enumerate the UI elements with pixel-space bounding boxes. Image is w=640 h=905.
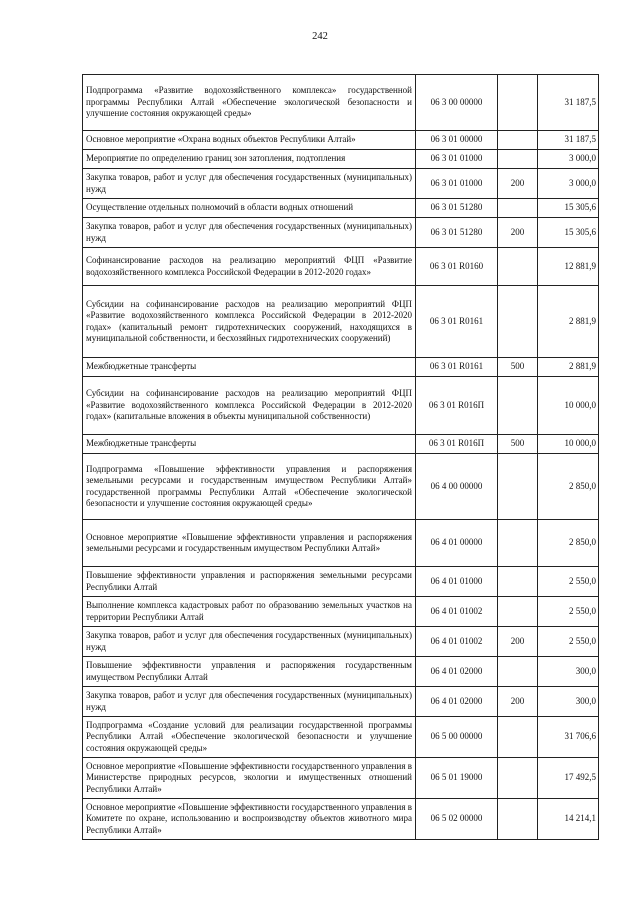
table-row [83, 358, 599, 377]
row-code: 06 4 01 00000 [416, 520, 498, 567]
table-row [83, 597, 599, 627]
row-amount: 3 000,0 [538, 150, 599, 169]
row-description: Софинансирование расходов на реализацию мероприятий ФЦП «Развитие водохозяйственного комплекса Российской Федерации в 2012-2020 годах» [83, 248, 416, 286]
row-expense-type [498, 717, 538, 758]
row-code: 06 3 01 R016П [416, 377, 498, 435]
table-row [83, 717, 599, 758]
row-expense-type [498, 377, 538, 435]
table-row [83, 454, 599, 520]
row-amount: 31 187,5 [538, 75, 599, 131]
row-description: Основное мероприятие «Повышение эффективности управления и распоряжения земельными ресурсами и государственным имуществом Республики Алтай» [83, 520, 416, 567]
row-expense-type [498, 199, 538, 218]
row-expense-type: 500 [498, 435, 538, 454]
row-description: Межбюджетные трансферты [83, 358, 416, 377]
row-code: 06 3 01 00000 [416, 131, 498, 150]
table-row [83, 627, 599, 657]
table-row [83, 75, 599, 131]
table-row [83, 169, 599, 199]
row-expense-type [498, 286, 538, 358]
row-expense-type [498, 758, 538, 799]
row-expense-type [498, 597, 538, 627]
row-description: Повышение эффективности управления и распоряжения государственным имуществом Республики Алтай [83, 657, 416, 687]
row-expense-type: 200 [498, 169, 538, 199]
row-expense-type [498, 454, 538, 520]
row-description: Субсидии на софинансирование расходов на реализацию мероприятий ФЦП «Развитие водохозяйственного комплекса Российской Федерации в 2012-2020 годах» (капитальные вложения в объекты муниципальной собственности) [83, 377, 416, 435]
table-row [83, 286, 599, 358]
row-expense-type [498, 75, 538, 131]
table-row [83, 758, 599, 799]
row-code: 06 5 00 00000 [416, 717, 498, 758]
row-amount: 17 492,5 [538, 758, 599, 799]
row-amount: 2 550,0 [538, 597, 599, 627]
row-description: Подпрограмма «Повышение эффективности управления и распоряжения земельными ресурсами и государственным имуществом Республики Алтай» государственной программы Республики Алтай «Обеспечение экологической безопасности и улучшение состояния окружающей среды» [83, 454, 416, 520]
row-amount: 2 850,0 [538, 454, 599, 520]
row-code: 06 3 00 00000 [416, 75, 498, 131]
row-code: 06 3 01 R016П [416, 435, 498, 454]
table-row [83, 435, 599, 454]
row-expense-type: 200 [498, 627, 538, 657]
row-expense-type [498, 567, 538, 597]
row-code: 06 4 01 02000 [416, 657, 498, 687]
table-row [83, 657, 599, 687]
row-code: 06 4 01 01002 [416, 627, 498, 657]
row-amount: 31 187,5 [538, 131, 599, 150]
row-amount: 300,0 [538, 687, 599, 717]
row-amount: 2 881,9 [538, 286, 599, 358]
row-expense-type [498, 150, 538, 169]
table-row [83, 567, 599, 597]
row-amount: 12 881,9 [538, 248, 599, 286]
row-code: 06 5 02 00000 [416, 799, 498, 840]
row-code: 06 3 01 01000 [416, 169, 498, 199]
row-description: Подпрограмма «Создание условий для реализации государственной программы Республики Алтай «Обеспечение экологической безопасности и улучшение состояния окружающей среды» [83, 717, 416, 758]
page-number: 242 [312, 31, 328, 42]
row-code: 06 3 01 R0161 [416, 358, 498, 377]
row-expense-type [498, 520, 538, 567]
table-row [83, 687, 599, 717]
row-code: 06 3 01 R0161 [416, 286, 498, 358]
row-code: 06 3 01 R0160 [416, 248, 498, 286]
row-expense-type [498, 248, 538, 286]
row-amount: 300,0 [538, 657, 599, 687]
row-amount: 14 214,1 [538, 799, 599, 840]
row-expense-type: 500 [498, 358, 538, 377]
table-body [83, 75, 599, 840]
row-description: Основное мероприятие «Повышение эффективности государственного управления в Комитете по охране, использованию и воспроизводству объектов животного мира Республики Алтай» [83, 799, 416, 840]
row-expense-type: 200 [498, 687, 538, 717]
row-code: 06 5 01 19000 [416, 758, 498, 799]
row-description: Основное мероприятие «Охрана водных объектов Республики Алтай» [83, 131, 416, 150]
row-amount: 15 305,6 [538, 218, 599, 248]
row-expense-type [498, 799, 538, 840]
row-code: 06 3 01 01000 [416, 150, 498, 169]
row-description: Выполнение комплекса кадастровых работ по образованию земельных участков на территории Республики Алтай [83, 597, 416, 627]
row-amount: 31 706,6 [538, 717, 599, 758]
row-description: Осуществление отдельных полномочий в области водных отношений [83, 199, 416, 218]
row-description: Повышение эффективности управления и распоряжения земельными ресурсами Республики Алтай [83, 567, 416, 597]
row-amount: 2 881,9 [538, 358, 599, 377]
row-amount: 3 000,0 [538, 169, 599, 199]
row-code: 06 3 01 51280 [416, 218, 498, 248]
budget-table [82, 74, 599, 840]
row-description: Мероприятие по определению границ зон затопления, подтопления [83, 150, 416, 169]
row-expense-type [498, 131, 538, 150]
row-description: Субсидии на софинансирование расходов на реализацию мероприятий ФЦП «Развитие водохозяйственного комплекса Российской Федерации в 2012-2020 годах» (капитальный ремонт гидротехнических сооружений, находящихся в муниципальной собственности, и бесхозяйных гидротехнических сооружений) [83, 286, 416, 358]
table-row [83, 131, 599, 150]
table-row [83, 248, 599, 286]
table-row [83, 799, 599, 840]
row-amount: 10 000,0 [538, 377, 599, 435]
table-row [83, 199, 599, 218]
row-expense-type [498, 657, 538, 687]
row-code: 06 4 01 01002 [416, 597, 498, 627]
row-expense-type: 200 [498, 218, 538, 248]
row-amount: 15 305,6 [538, 199, 599, 218]
row-description: Закупка товаров, работ и услуг для обеспечения государственных (муниципальных) нужд [83, 218, 416, 248]
row-code: 06 3 01 51280 [416, 199, 498, 218]
row-amount: 2 850,0 [538, 520, 599, 567]
table-row [83, 150, 599, 169]
row-code: 06 4 01 01000 [416, 567, 498, 597]
row-description: Закупка товаров, работ и услуг для обеспечения государственных (муниципальных) нужд [83, 687, 416, 717]
row-description: Закупка товаров, работ и услуг для обеспечения государственных (муниципальных) нужд [83, 627, 416, 657]
row-description: Закупка товаров, работ и услуг для обеспечения государственных (муниципальных) нужд [83, 169, 416, 199]
row-description: Подпрограмма «Развитие водохозяйственного комплекса» государственной программы Республики Алтай «Обеспечение экологической безопасности и улучшение состояния окружающей среды» [83, 75, 416, 131]
row-amount: 2 550,0 [538, 627, 599, 657]
table-row [83, 218, 599, 248]
row-amount: 2 550,0 [538, 567, 599, 597]
row-description: Межбюджетные трансферты [83, 435, 416, 454]
row-code: 06 4 00 00000 [416, 454, 498, 520]
row-code: 06 4 01 02000 [416, 687, 498, 717]
row-amount: 10 000,0 [538, 435, 599, 454]
table-row [83, 520, 599, 567]
table-row [83, 377, 599, 435]
row-description: Основное мероприятие «Повышение эффективности государственного управления в Министерстве природных ресурсов, экологии и имущественных отношений Республики Алтай» [83, 758, 416, 799]
